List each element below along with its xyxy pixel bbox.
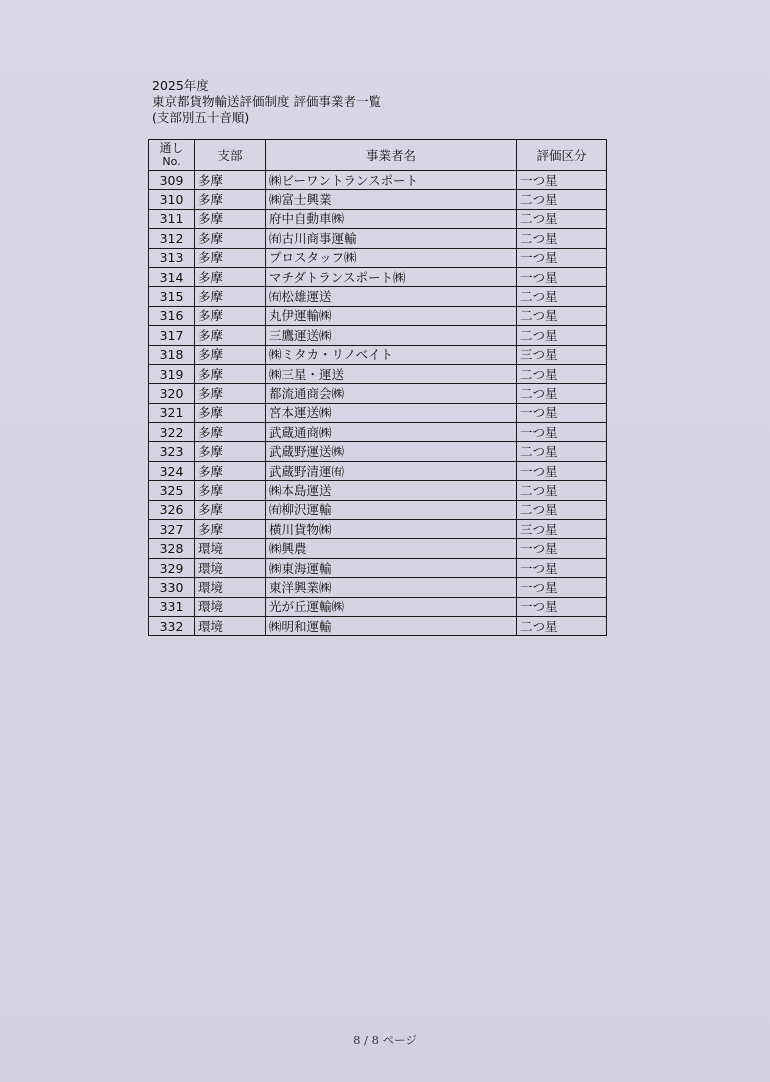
branch-cell: 多摩 — [195, 500, 266, 519]
rating-cell: 二つ星 — [517, 481, 607, 500]
branch-cell: 多摩 — [195, 520, 266, 539]
document-title: 東京都貨物輸送評価制度 評価事業者一覧 — [152, 94, 381, 109]
operator-name-cell: 武蔵通商㈱ — [266, 423, 517, 442]
row-number-cell: 326 — [149, 500, 195, 519]
rating-cell: 一つ星 — [517, 267, 607, 286]
table-row — [149, 171, 607, 190]
row-number-cell: 322 — [149, 423, 195, 442]
rating-cell: 三つ星 — [517, 345, 607, 364]
operator-name-cell: ㈱興農 — [266, 539, 517, 558]
row-number-cell: 316 — [149, 306, 195, 325]
table-row — [149, 229, 607, 248]
operator-name-cell: マチダトランスポート㈱ — [266, 267, 517, 286]
rating-cell: 三つ星 — [517, 520, 607, 539]
rating-cell: 一つ星 — [517, 578, 607, 597]
operator-name-cell: ㈱東海運輸 — [266, 558, 517, 577]
operator-name-cell: ㈱明和運輸 — [266, 616, 517, 635]
branch-cell: 多摩 — [195, 171, 266, 190]
table-row — [149, 442, 607, 461]
row-number-cell: 320 — [149, 384, 195, 403]
rating-cell: 一つ星 — [517, 403, 607, 422]
operator-name-cell: ㈲柳沢運輸 — [266, 500, 517, 519]
table-row — [149, 345, 607, 364]
branch-cell: 環境 — [195, 578, 266, 597]
row-number-cell: 317 — [149, 326, 195, 345]
row-number-cell: 315 — [149, 287, 195, 306]
table-row — [149, 578, 607, 597]
rating-cell: 二つ星 — [517, 500, 607, 519]
rating-cell: 一つ星 — [517, 423, 607, 442]
rating-cell: 一つ星 — [517, 558, 607, 577]
row-number-cell: 330 — [149, 578, 195, 597]
page-number: 8 / 8 ページ — [353, 1033, 417, 1047]
row-number-cell: 323 — [149, 442, 195, 461]
table-row — [149, 423, 607, 442]
table-row — [149, 481, 607, 500]
branch-cell: 環境 — [195, 597, 266, 616]
rating-cell: 一つ星 — [517, 597, 607, 616]
branch-cell: 多摩 — [195, 209, 266, 228]
rating-cell: 一つ星 — [517, 461, 607, 480]
row-number-cell: 309 — [149, 171, 195, 190]
rating-cell: 一つ星 — [517, 248, 607, 267]
rating-cell: 二つ星 — [517, 326, 607, 345]
table-row — [149, 267, 607, 286]
table-row — [149, 461, 607, 480]
table-row — [149, 597, 607, 616]
rating-cell: 二つ星 — [517, 287, 607, 306]
row-number-cell: 318 — [149, 345, 195, 364]
table-row — [149, 384, 607, 403]
document-subtitle: (支部別五十音順) — [152, 110, 250, 125]
operator-name-cell: ㈱富士興業 — [266, 190, 517, 209]
rating-cell: 一つ星 — [517, 539, 607, 558]
table-row — [149, 364, 607, 383]
column-header-no-line1: 通し — [159, 141, 184, 155]
row-number-cell: 314 — [149, 267, 195, 286]
branch-cell: 多摩 — [195, 384, 266, 403]
rating-cell: 二つ星 — [517, 442, 607, 461]
branch-cell: 多摩 — [195, 345, 266, 364]
fiscal-year: 2025年度 — [152, 78, 209, 93]
branch-cell: 多摩 — [195, 229, 266, 248]
table-row — [149, 248, 607, 267]
branch-cell: 多摩 — [195, 326, 266, 345]
column-header-branch: 支部 — [195, 140, 266, 171]
table-row — [149, 190, 607, 209]
rating-cell: 一つ星 — [517, 171, 607, 190]
operator-table — [148, 139, 607, 636]
table-row — [149, 616, 607, 635]
rating-cell: 二つ星 — [517, 384, 607, 403]
rating-cell: 二つ星 — [517, 209, 607, 228]
branch-cell: 多摩 — [195, 190, 266, 209]
operator-name-cell: 丸伊運輸㈱ — [266, 306, 517, 325]
rating-cell: 二つ星 — [517, 229, 607, 248]
row-number-cell: 319 — [149, 364, 195, 383]
row-number-cell: 310 — [149, 190, 195, 209]
operator-name-cell: 横川貨物㈱ — [266, 520, 517, 539]
operator-name-cell: 光が丘運輸㈱ — [266, 597, 517, 616]
table-row — [149, 306, 607, 325]
table-row — [149, 209, 607, 228]
operator-name-cell: ㈲古川商事運輸 — [266, 229, 517, 248]
table-body — [149, 171, 607, 636]
column-header-rating: 評価区分 — [517, 140, 607, 171]
row-number-cell: 312 — [149, 229, 195, 248]
row-number-cell: 327 — [149, 520, 195, 539]
branch-cell: 環境 — [195, 539, 266, 558]
row-number-cell: 332 — [149, 616, 195, 635]
table-row — [149, 500, 607, 519]
column-header-name: 事業者名 — [266, 140, 517, 171]
table-row — [149, 287, 607, 306]
operator-name-cell: ㈱三星・運送 — [266, 364, 517, 383]
branch-cell: 環境 — [195, 616, 266, 635]
rating-cell: 二つ星 — [517, 306, 607, 325]
rating-cell: 二つ星 — [517, 364, 607, 383]
row-number-cell: 321 — [149, 403, 195, 422]
branch-cell: 環境 — [195, 558, 266, 577]
branch-cell: 多摩 — [195, 306, 266, 325]
operator-name-cell: ㈱ミタカ・リノベイト — [266, 345, 517, 364]
operator-name-cell: 都流通商会㈱ — [266, 384, 517, 403]
table-row — [149, 326, 607, 345]
branch-cell: 多摩 — [195, 442, 266, 461]
branch-cell: 多摩 — [195, 461, 266, 480]
row-number-cell: 324 — [149, 461, 195, 480]
row-number-cell: 331 — [149, 597, 195, 616]
operator-name-cell: 武蔵野運送㈱ — [266, 442, 517, 461]
operator-name-cell: 府中自動車㈱ — [266, 209, 517, 228]
branch-cell: 多摩 — [195, 481, 266, 500]
rating-cell: 二つ星 — [517, 190, 607, 209]
operator-name-cell: ㈱ビーワントランスポート — [266, 171, 517, 190]
branch-cell: 多摩 — [195, 403, 266, 422]
column-header-no-line2: No. — [162, 155, 181, 168]
row-number-cell: 328 — [149, 539, 195, 558]
row-number-cell: 311 — [149, 209, 195, 228]
table-row — [149, 539, 607, 558]
table-row — [149, 520, 607, 539]
operator-name-cell: 三鷹運送㈱ — [266, 326, 517, 345]
operator-name-cell: 宮本運送㈱ — [266, 403, 517, 422]
operator-name-cell: 東洋興業㈱ — [266, 578, 517, 597]
operator-name-cell: ㈲松雄運送 — [266, 287, 517, 306]
table-row — [149, 403, 607, 422]
rating-cell: 二つ星 — [517, 616, 607, 635]
table-row — [149, 558, 607, 577]
table-header-row — [149, 140, 607, 171]
branch-cell: 多摩 — [195, 423, 266, 442]
column-header-no — [149, 140, 195, 171]
row-number-cell: 325 — [149, 481, 195, 500]
branch-cell: 多摩 — [195, 248, 266, 267]
branch-cell: 多摩 — [195, 267, 266, 286]
branch-cell: 多摩 — [195, 364, 266, 383]
operator-name-cell: 武蔵野清運㈲ — [266, 461, 517, 480]
operator-name-cell: プロスタッフ㈱ — [266, 248, 517, 267]
document-header — [152, 78, 381, 126]
row-number-cell: 329 — [149, 558, 195, 577]
row-number-cell: 313 — [149, 248, 195, 267]
branch-cell: 多摩 — [195, 287, 266, 306]
operator-name-cell: ㈱本島運送 — [266, 481, 517, 500]
